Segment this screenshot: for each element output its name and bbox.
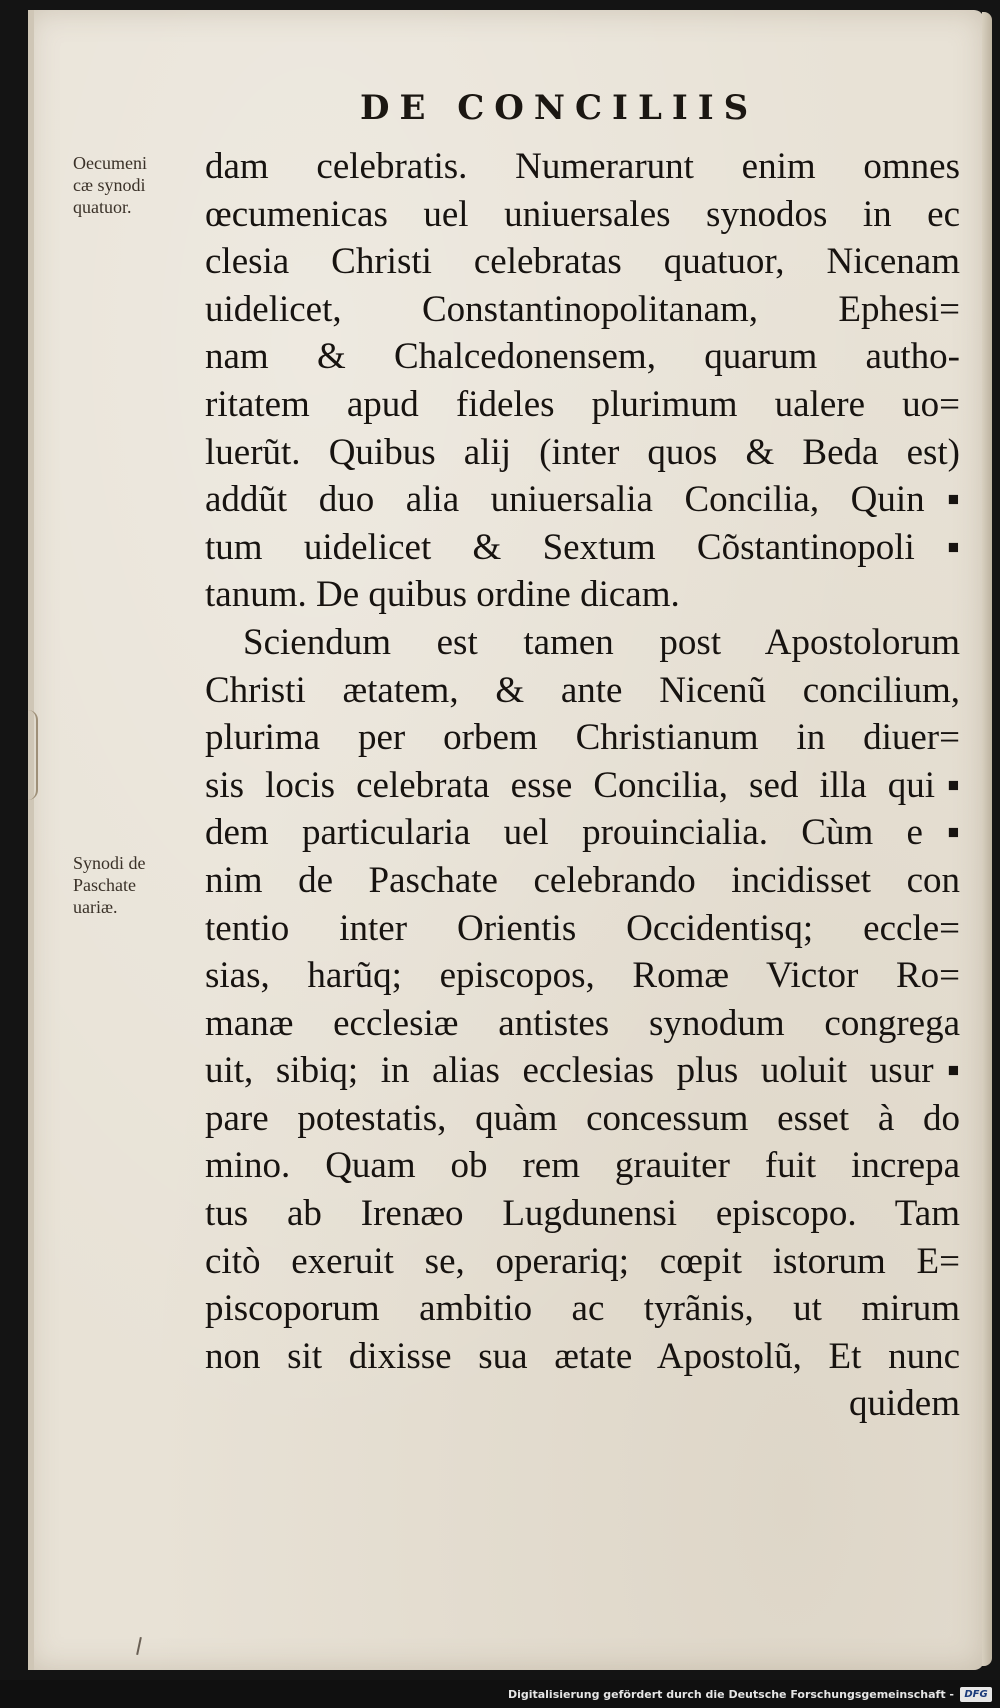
text-line: luerũt. Quibus alij (inter quos & Beda est): [205, 431, 960, 473]
marginal-line: cæ synodi: [73, 175, 146, 195]
page-tab-mark: [26, 710, 38, 800]
text-line: clesia Christi celebratas quatuor, Nicenam: [205, 241, 960, 283]
text-line: nam & Chalcedonensem, quarum autho-: [205, 336, 960, 378]
text-line: plurima per orbem Christianum in diuer=: [205, 717, 960, 759]
marginal-note-paschate: [73, 852, 201, 918]
text-line: mino. Quam ob rem grauiter fuit increpa: [205, 1145, 960, 1187]
text-line: tum uidelicet & Sextum Cõstantinopoli▪: [205, 526, 960, 568]
marginal-line: Paschate: [73, 875, 136, 895]
marginal-line: Oecumeni: [73, 153, 147, 173]
dfg-logo-icon: DFG: [960, 1687, 992, 1702]
text-line: tentio inter Orientis Occidentisq; eccle=: [205, 907, 960, 949]
text-line: dem particularia uel prouincialia. Cùm e▪: [205, 812, 960, 854]
text-line: citò exeruit se, operariq; cœpit istorum E=: [205, 1240, 960, 1282]
marginal-line: uariæ.: [73, 897, 118, 917]
funding-credit: Digitalisierung gefördert durch die Deutsche Forschungsgemeinschaft -: [507, 1688, 954, 1701]
text-line: manæ ecclesiæ antistes synodum congrega: [205, 1002, 960, 1044]
text-line: non sit dixisse sua ætate Apostolũ, Et nunc: [205, 1335, 960, 1377]
marginal-line: Synodi de: [73, 853, 146, 873]
catchword: quidem: [849, 1383, 960, 1425]
text-line: tus ab Irenæo Lugdunensi episcopo. Tam: [205, 1193, 960, 1235]
text-line: nim de Paschate celebrando incidisset con: [205, 859, 960, 901]
marginal-note-oecumenical: [73, 152, 201, 218]
text-line: addũt duo alia uniuersalia Concilia, Quin▪: [205, 479, 960, 521]
page-left-edge: [28, 10, 34, 1670]
text-line: tanum. De quibus ordine dicam.: [205, 574, 680, 616]
text-line: œcumenicas uel uniuersales synodos in ec: [205, 193, 960, 235]
text-line: dam celebratis. Numerarunt enim omnes: [205, 146, 960, 187]
body-text: [205, 143, 960, 1428]
text-line: Christi ætatem, & ante Nicenũ concilium,: [205, 669, 960, 711]
text-line: pare potestatis, quàm concessum esset à do: [205, 1097, 960, 1139]
marginal-line: quatuor.: [73, 197, 132, 217]
text-line: ritatem apud fideles plurimum ualere uo=: [205, 383, 960, 425]
page-right-edge: [982, 12, 992, 1666]
text-line: piscoporum ambitio ac tyrãnis, ut mirum: [205, 1288, 960, 1330]
text-line: uit, sibiq; in alias ecclesias plus uoluit usur▪: [205, 1050, 960, 1092]
text-line: sis locis celebrata esse Concilia, sed illa qui▪: [205, 764, 960, 806]
paragraph-start-line: Sciendum est tamen post Apostolorum: [243, 621, 960, 663]
text-line: uidelicet, Constantinopolitanam, Ephesi=: [205, 288, 960, 330]
running-head: DE CONCILIIS: [360, 88, 759, 128]
text-line: sias, harũq; episcopos, Romæ Victor Ro=: [205, 955, 960, 997]
